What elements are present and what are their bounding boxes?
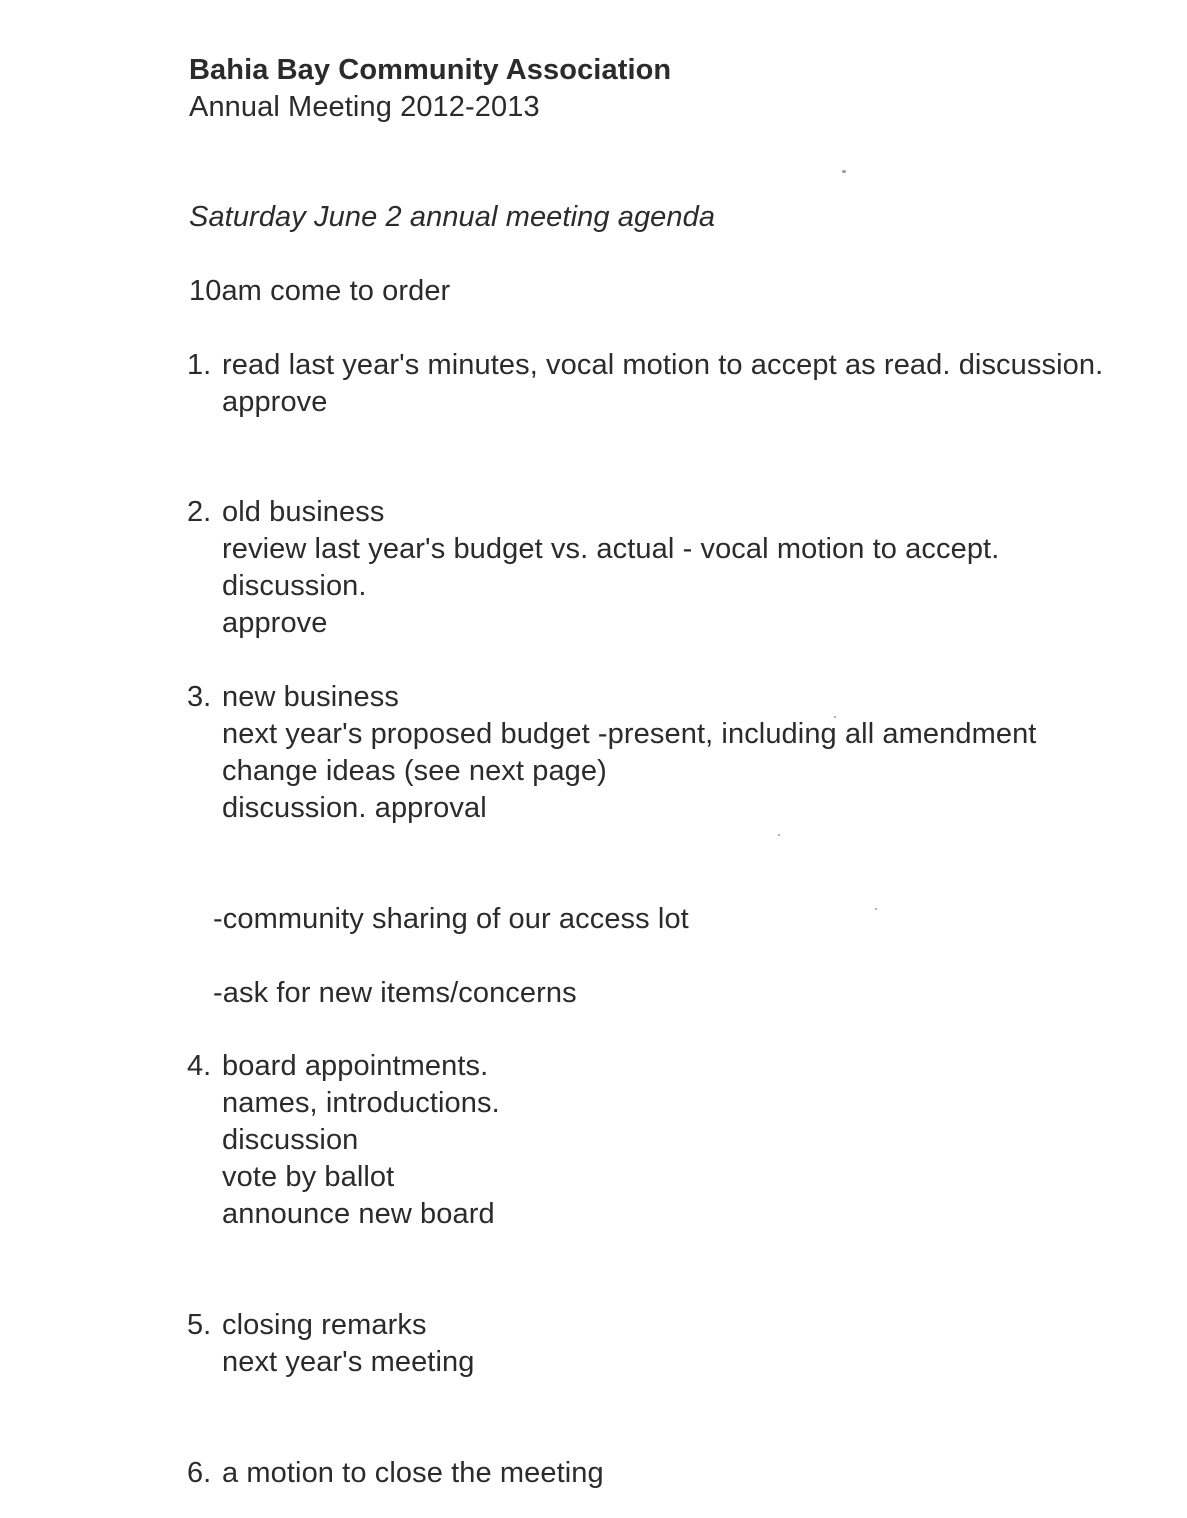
sub-item: -community sharing of our access lot (213, 903, 689, 935)
item-number: 3. (187, 681, 212, 713)
scan-speck (875, 908, 877, 910)
scan-speck (778, 834, 780, 836)
agenda-title: Saturday June 2 annual meeting agenda (189, 201, 716, 233)
item-line: new business (222, 681, 399, 713)
item-line: review last year's budget vs. actual - vocal motion to accept. (222, 533, 1000, 565)
item-line: next year's proposed budget -present, including all amendment (222, 718, 1037, 750)
organization-name: Bahia Bay Community Association (189, 54, 672, 86)
item-line: vote by ballot (222, 1161, 395, 1193)
item-line: read last year's minutes, vocal motion to accept as read. discussion. (222, 349, 1104, 381)
item-number: 4. (187, 1050, 212, 1082)
item-number: 6. (187, 1457, 212, 1489)
item-line: next year's meeting (222, 1346, 475, 1378)
sub-item: -ask for new items/concerns (213, 977, 577, 1009)
item-number: 1. (187, 349, 212, 381)
item-line: names, introductions. (222, 1087, 500, 1119)
item-line: old business (222, 496, 385, 528)
item-number: 5. (187, 1309, 212, 1341)
item-line: announce new board (222, 1198, 495, 1230)
item-line: discussion. approval (222, 792, 487, 824)
item-line: discussion (222, 1124, 359, 1156)
meeting-subtitle: Annual Meeting 2012-2013 (189, 91, 540, 123)
item-line: a motion to close the meeting (222, 1457, 604, 1489)
item-line: approve (222, 386, 328, 418)
item-line: approve (222, 607, 328, 639)
item-number: 2. (187, 496, 212, 528)
item-line: discussion. (222, 570, 367, 602)
scan-speck (834, 716, 836, 718)
item-line: board appointments. (222, 1050, 489, 1082)
scan-speck (842, 170, 846, 173)
item-line: closing remarks (222, 1309, 427, 1341)
item-line: change ideas (see next page) (222, 755, 607, 787)
agenda-opening: 10am come to order (189, 275, 451, 307)
